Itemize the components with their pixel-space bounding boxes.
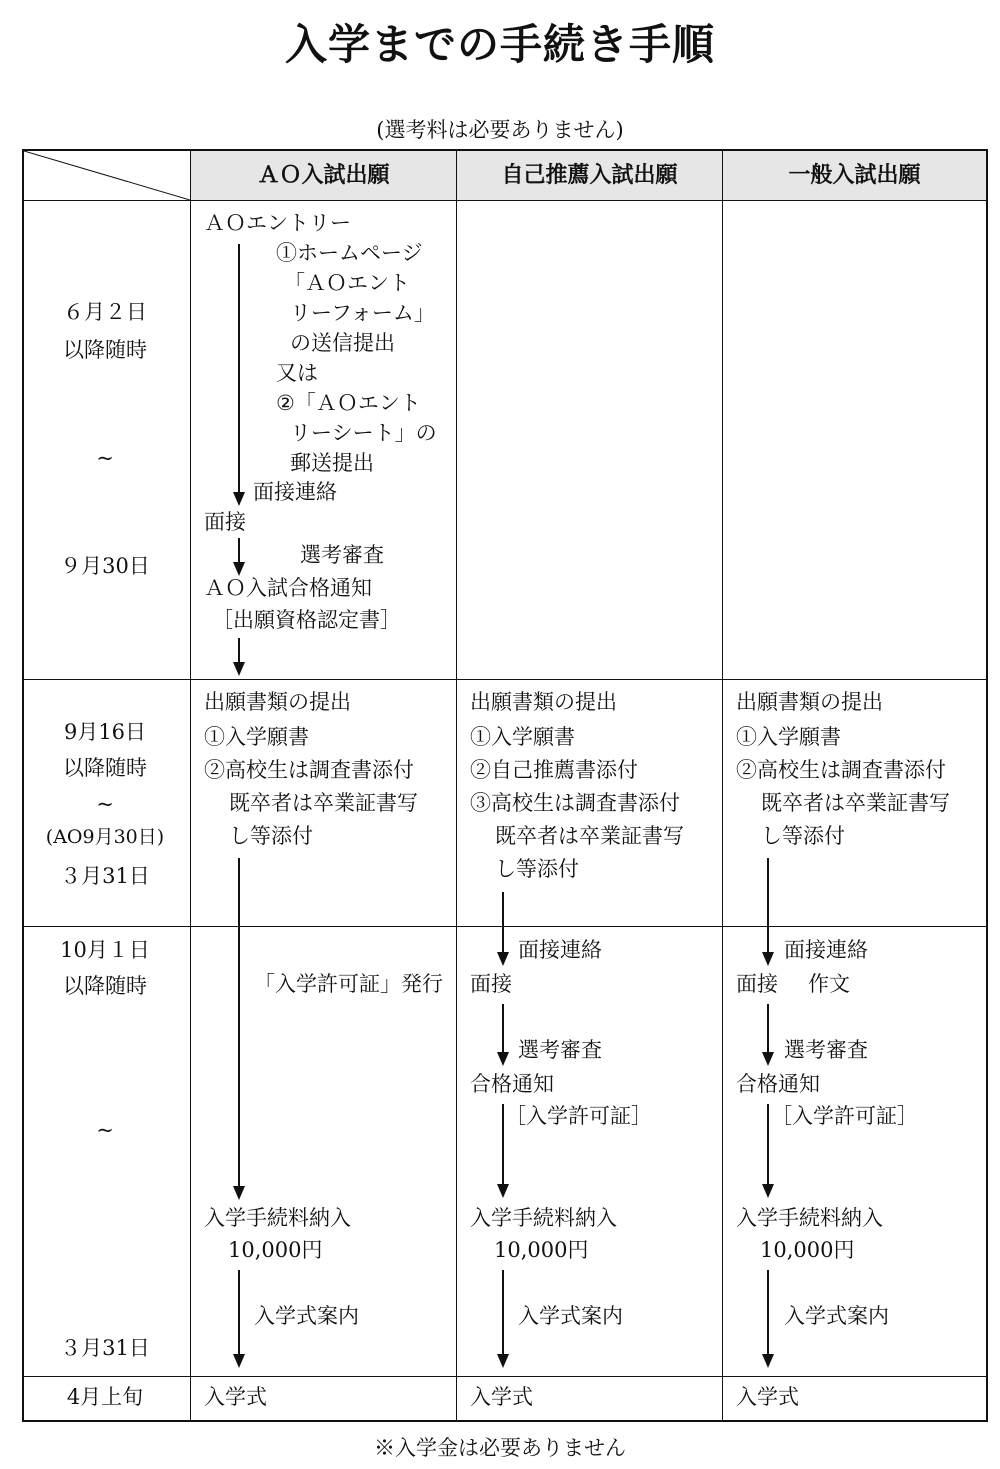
ao-pass-notice: ＡＯ入試合格通知 — [204, 576, 372, 600]
self-docs-hs-report: ③高校生は調査書添付 — [470, 791, 680, 815]
general-docs-graduate-cont: し等添付 — [761, 824, 845, 848]
general-ceremony-guide: 入学式案内 — [784, 1304, 889, 1328]
period-1-note: 以降随時 — [63, 338, 147, 362]
ao-docs-graduate: 既卒者は卒業証書写 — [229, 791, 418, 815]
self-permit: ［入学許可証］ — [505, 1104, 652, 1128]
ao-docs-graduate-cont: し等添付 — [229, 824, 313, 848]
general-ceremony: 入学式 — [736, 1385, 799, 1409]
ao-ceremony: 入学式 — [204, 1385, 267, 1409]
row-divider — [24, 926, 986, 927]
row-divider — [24, 679, 986, 680]
ao-docs-hs-report: ②高校生は調査書添付 — [204, 758, 414, 782]
flow-arrow-line — [238, 1270, 240, 1356]
general-fee-amount: 10,000円 — [760, 1238, 855, 1262]
self-docs-application: ①入学願書 — [470, 725, 575, 749]
flow-arrow-head — [497, 952, 509, 966]
ao-fee-amount: 10,000円 — [228, 1238, 323, 1262]
period-1-tilde: ~ — [96, 446, 114, 470]
self-ceremony: 入学式 — [470, 1385, 533, 1409]
flow-arrow-line — [238, 244, 240, 494]
flow-arrow-line — [767, 1104, 769, 1186]
ao-entry-line: ①ホームページ — [276, 241, 423, 265]
ao-ceremony-guide: 入学式案内 — [254, 1304, 359, 1328]
flow-arrow-line — [767, 858, 769, 954]
ao-permit-issue: 「入学許可証」発行 — [254, 972, 443, 996]
page-title: 入学までの手続き手順 — [284, 20, 715, 69]
flow-arrow-head — [497, 1184, 509, 1198]
ao-docs-title: 出願書類の提出 — [204, 690, 351, 714]
general-fee-label: 入学手続料納入 — [736, 1206, 883, 1230]
ao-entry-line: リーフォーム」 — [290, 301, 435, 325]
flow-arrow-line — [502, 892, 504, 954]
footnote: ※入学金は必要ありません — [374, 1436, 626, 1460]
self-docs-graduate-cont: し等添付 — [495, 857, 579, 881]
self-fee-label: 入学手続料納入 — [470, 1206, 617, 1230]
ao-entry-line: 又は — [276, 361, 318, 385]
row-divider — [24, 1376, 986, 1377]
period-2-tilde: ~ — [96, 792, 114, 816]
self-fee-amount: 10,000円 — [494, 1238, 589, 1262]
flow-arrow-head — [233, 562, 245, 576]
header-general: 一般入試出願 — [788, 163, 921, 188]
ao-screening-label: 選考審査 — [300, 543, 384, 567]
general-interview-label: 面接 — [736, 972, 778, 996]
flow-arrow-head — [233, 492, 245, 506]
period-3-start: 10月１日 — [60, 938, 150, 962]
flow-arrow-line — [502, 1270, 504, 1356]
period-2-ao-deadline: (AO9月30日) — [45, 826, 165, 848]
ao-fee-label: 入学手続料納入 — [204, 1206, 351, 1230]
period-2-end: ３月31日 — [60, 864, 150, 888]
flow-arrow-line — [238, 638, 240, 664]
flow-arrow-line — [238, 858, 240, 1188]
flow-arrow-line — [238, 538, 240, 564]
self-docs-title: 出願書類の提出 — [470, 690, 617, 714]
ao-docs-application: ①入学願書 — [204, 725, 309, 749]
column-divider — [190, 151, 191, 1422]
flow-arrow-head — [762, 1052, 774, 1066]
general-screening-label: 選考審査 — [784, 1038, 868, 1062]
flow-arrow-head — [233, 1354, 245, 1368]
period-3-tilde: ~ — [96, 1118, 114, 1142]
flow-arrow-line — [767, 1270, 769, 1356]
header-diagonal — [24, 151, 190, 200]
period-1-start: ６月２日 — [63, 300, 147, 324]
flow-arrow-line — [502, 1104, 504, 1186]
flow-arrow-head — [233, 662, 245, 676]
self-interview-label: 面接 — [470, 972, 512, 996]
ao-interview-label: 面接 — [204, 510, 246, 534]
general-docs-graduate: 既卒者は卒業証書写 — [761, 791, 950, 815]
general-pass-notice: 合格通知 — [736, 1072, 820, 1096]
ao-entry-line: リーシート」の — [290, 421, 437, 445]
general-essay-label: 作文 — [808, 972, 850, 996]
general-contact-label: 面接連絡 — [784, 938, 868, 962]
self-contact-label: 面接連絡 — [518, 938, 602, 962]
self-docs-recommendation: ②自己推薦書添付 — [470, 758, 638, 782]
flow-arrow-head — [762, 952, 774, 966]
general-docs-title: 出願書類の提出 — [736, 690, 883, 714]
period-4-start: 4月上旬 — [66, 1385, 144, 1409]
self-screening-label: 選考審査 — [518, 1038, 602, 1062]
flow-arrow-line — [767, 1004, 769, 1054]
self-ceremony-guide: 入学式案内 — [518, 1304, 623, 1328]
ao-entry-line: 「ＡＯエント — [284, 271, 410, 295]
flow-arrow-head — [762, 1354, 774, 1368]
ao-eligibility-cert: ［出願資格認定書］ — [212, 608, 401, 632]
column-divider — [456, 151, 457, 1422]
flow-arrow-head — [233, 1186, 245, 1200]
subtitle: (選考料は必要ありません) — [376, 118, 624, 142]
self-pass-notice: 合格通知 — [470, 1072, 554, 1096]
header-self-recommendation: 自己推薦入試出願 — [501, 163, 678, 188]
column-divider — [722, 151, 723, 1422]
ao-entry-line: 郵送提出 — [290, 451, 374, 475]
flow-arrow-head — [762, 1184, 774, 1198]
flow-arrow-line — [502, 1004, 504, 1054]
period-3-end: ３月31日 — [60, 1336, 150, 1360]
general-permit: ［入学許可証］ — [771, 1104, 918, 1128]
period-2-note: 以降随時 — [63, 756, 147, 780]
ao-contact-label: 面接連絡 — [253, 480, 337, 504]
period-1-end: ９月30日 — [60, 554, 150, 578]
ao-entry-line: ②「ＡＯエント — [276, 391, 421, 415]
header-ao: ＡＯ入試出願 — [257, 163, 390, 188]
flow-arrow-head — [497, 1354, 509, 1368]
ao-entry-title: ＡＯエントリー — [204, 211, 351, 235]
period-3-note: 以降随時 — [63, 974, 147, 998]
general-docs-hs-report: ②高校生は調査書添付 — [736, 758, 946, 782]
general-docs-application: ①入学願書 — [736, 725, 841, 749]
flow-arrow-head — [497, 1052, 509, 1066]
self-docs-graduate: 既卒者は卒業証書写 — [495, 824, 684, 848]
period-2-start: 9月16日 — [63, 720, 147, 744]
ao-entry-line: の送信提出 — [290, 331, 395, 355]
